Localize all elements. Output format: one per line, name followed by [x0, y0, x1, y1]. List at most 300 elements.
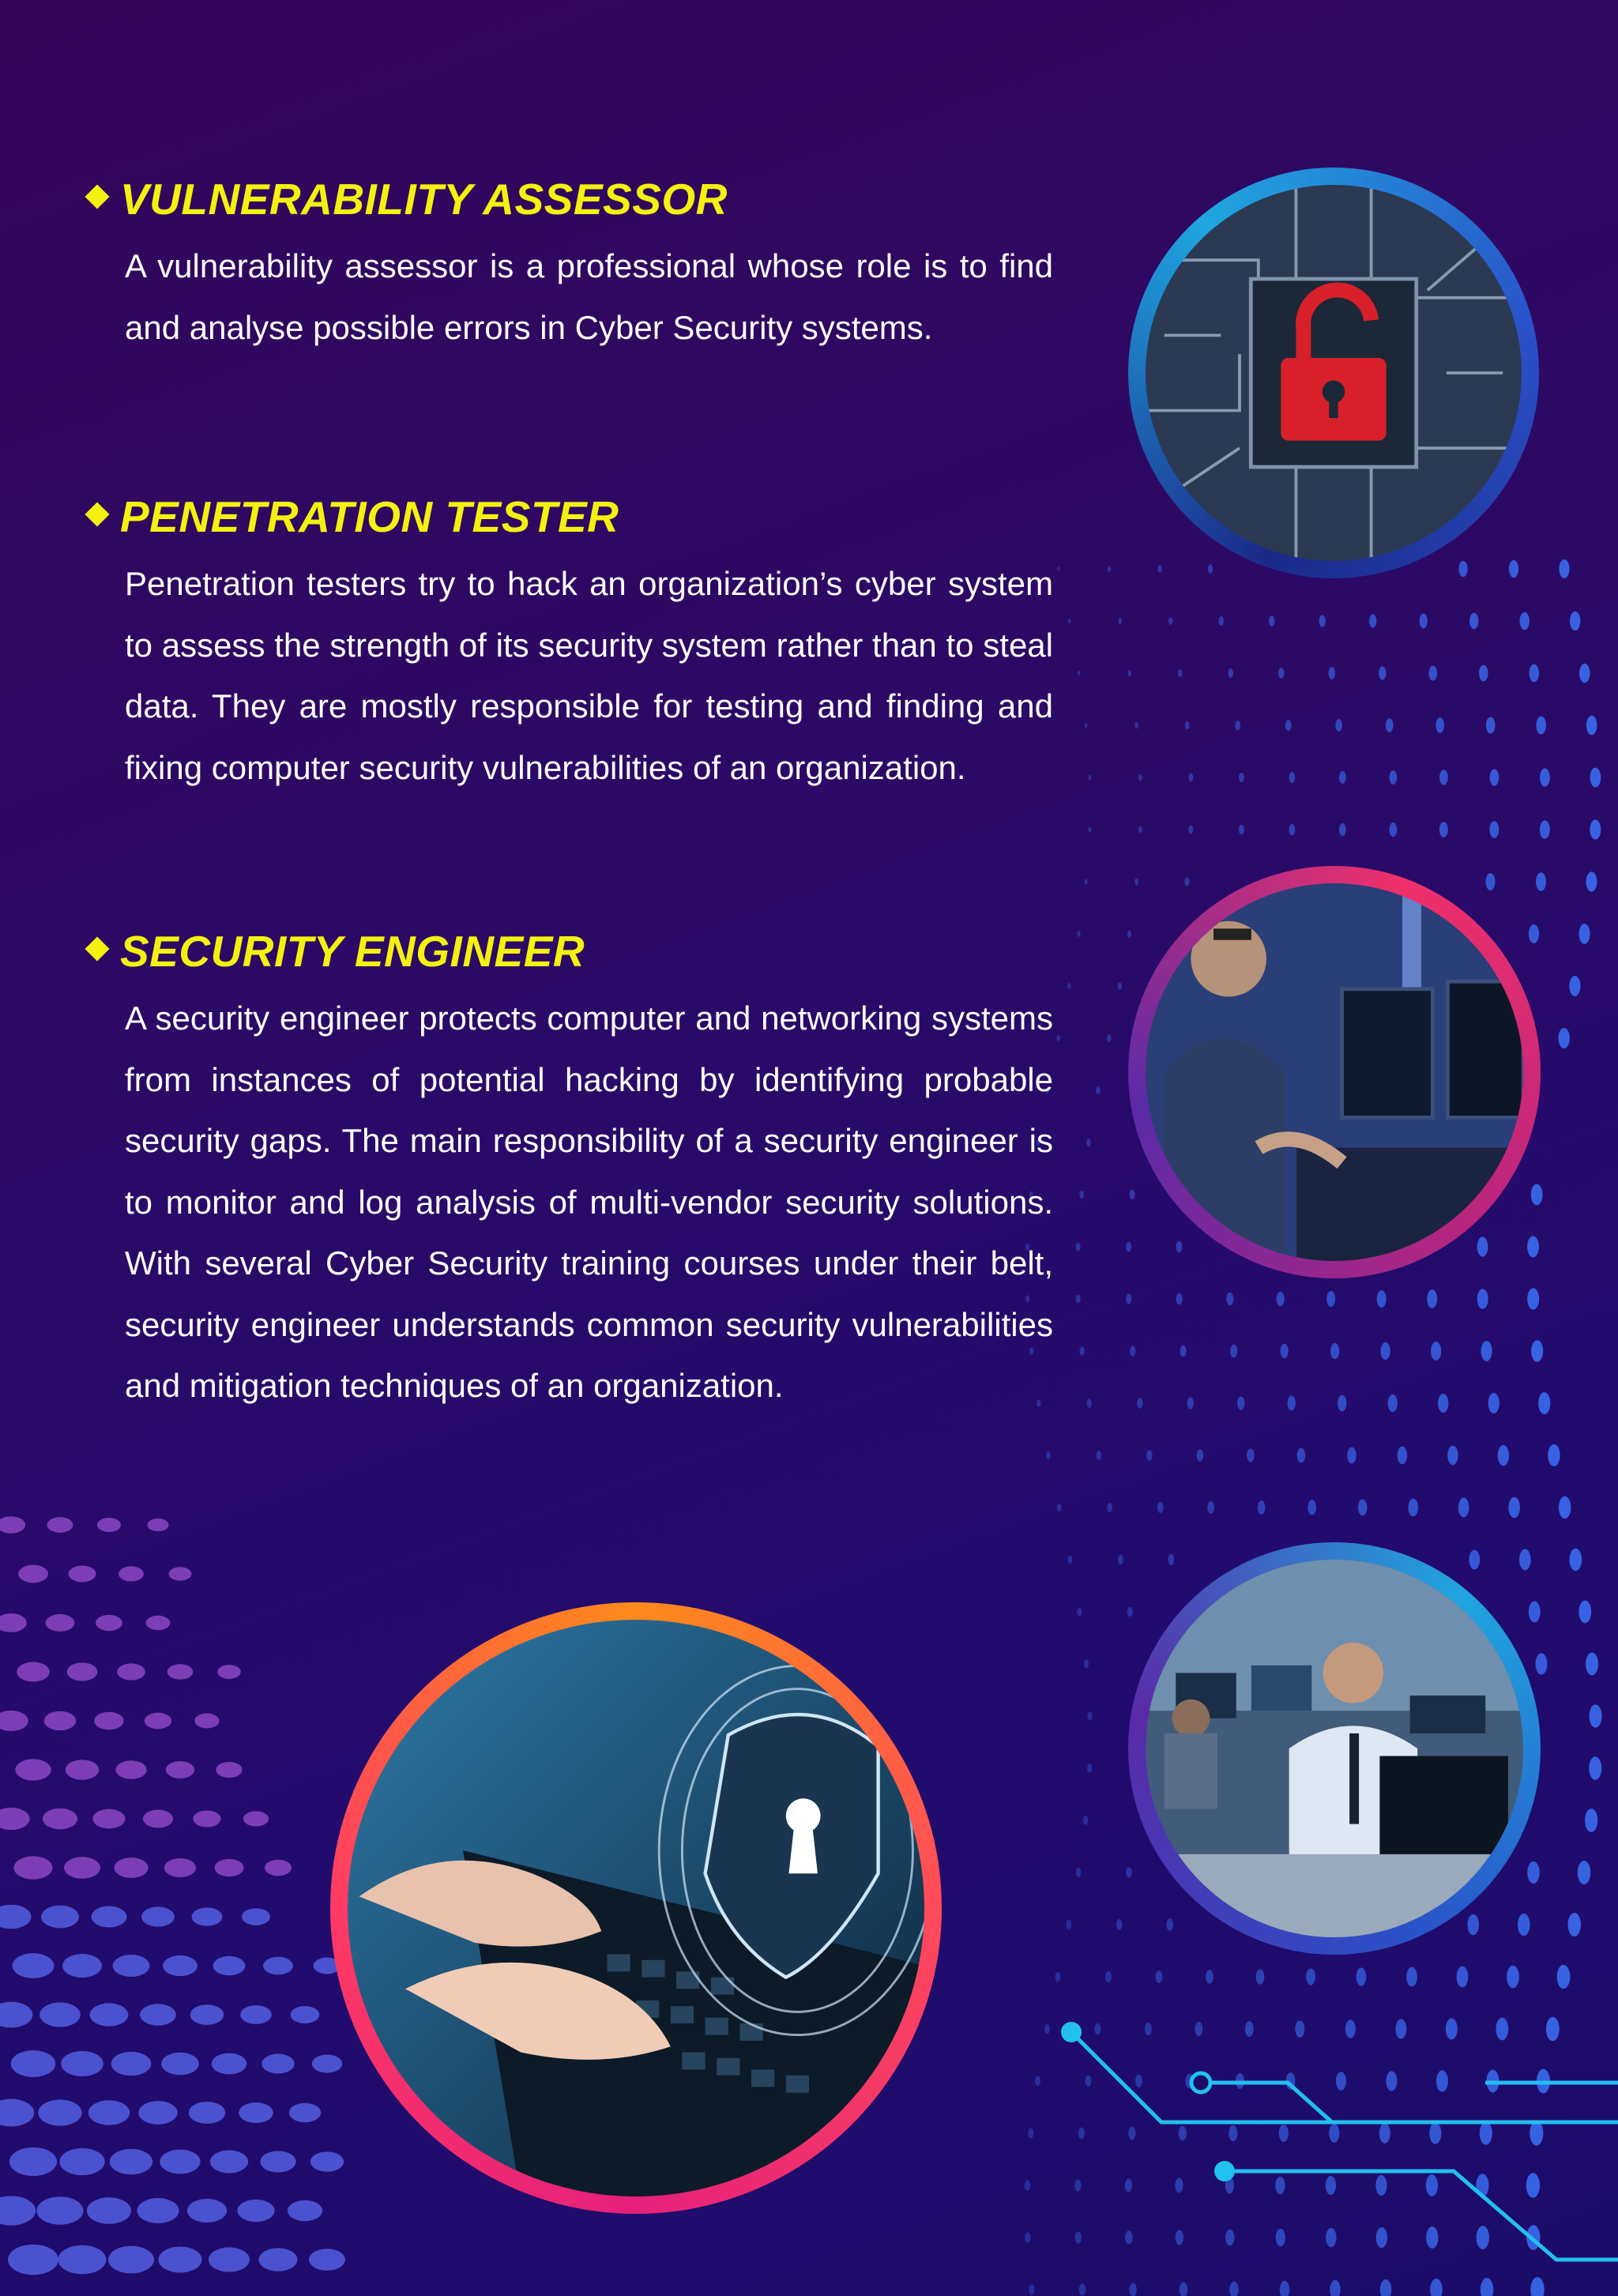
decorative-dot	[240, 2005, 272, 2024]
decorative-dot	[117, 1663, 145, 1680]
computer-monitor-icon	[1146, 883, 1523, 1261]
decorative-dot	[1076, 1868, 1082, 1877]
decorative-dot	[1536, 1653, 1548, 1674]
decorative-dot	[1458, 561, 1467, 577]
decorative-dot	[1084, 879, 1087, 884]
circuit-lines-decoration	[1043, 2007, 1618, 2296]
decorative-dot	[1219, 616, 1224, 626]
decorative-dot	[1488, 1393, 1499, 1413]
decorative-dot	[159, 2247, 202, 2273]
decorative-dot	[1536, 872, 1546, 891]
decorative-dot	[1529, 924, 1539, 943]
decorative-dot	[1057, 566, 1059, 571]
decorative-dot	[237, 2200, 274, 2222]
decorative-dot	[11, 2050, 56, 2077]
decorative-dot	[1389, 822, 1397, 837]
decorative-dot	[217, 1665, 241, 1679]
decorative-dot	[1548, 1444, 1560, 1466]
decorative-dot	[210, 2151, 248, 2174]
decorative-dot	[15, 1759, 51, 1780]
decorative-dot	[1086, 1139, 1091, 1146]
decorative-dot	[1438, 1394, 1448, 1413]
decorative-dot	[46, 1614, 75, 1632]
decorative-dot	[1176, 1241, 1183, 1252]
decorative-dot	[1156, 1970, 1163, 1983]
decorative-dot	[1388, 1395, 1398, 1412]
decorative-dot	[1130, 1190, 1135, 1199]
decorative-dot	[1077, 1608, 1082, 1617]
decorative-dot	[1578, 924, 1590, 944]
decorative-dot	[1486, 873, 1496, 890]
photo-content	[1146, 883, 1523, 1261]
decorative-dot	[1230, 1345, 1237, 1358]
section-body: Penetration testers try to hack an organization’s cyber system to assess the strength of its security system rather than to steal data. They are mostly responsible for testing and finding and fixing computer security vulnerabilities of an organization.	[125, 565, 1053, 786]
heading-text: SECURITY ENGINEER	[120, 927, 585, 976]
analyst-icon	[1146, 1560, 1523, 1937]
decorative-dot	[1477, 1289, 1488, 1308]
decorative-dot	[209, 2247, 250, 2272]
decorative-dot	[1089, 775, 1092, 781]
decorative-dot	[192, 1907, 223, 1925]
decorative-dot	[1025, 2180, 1030, 2190]
decorative-dot	[1398, 1447, 1407, 1465]
decorative-dot	[1527, 1288, 1539, 1309]
decorative-dot	[1035, 2076, 1040, 2087]
decorative-dot	[1589, 1756, 1601, 1779]
decorative-dot	[1469, 1550, 1481, 1570]
decorative-dot	[1107, 1034, 1111, 1042]
decorative-dot	[41, 1906, 79, 1929]
decorative-dot	[114, 1858, 148, 1878]
decorative-dot	[187, 2199, 227, 2223]
decorative-dot	[1529, 1602, 1541, 1623]
decorative-dot	[1178, 669, 1183, 677]
heading-text: PENETRATION TESTER	[120, 492, 619, 541]
decorative-dot	[160, 2150, 200, 2174]
decorative-dot	[1356, 1967, 1367, 1985]
decorative-dot	[1570, 612, 1580, 630]
decorative-dot	[141, 1906, 175, 1926]
decorative-dot	[1084, 1660, 1089, 1669]
decorative-dot	[1028, 2128, 1033, 2138]
decorative-dot	[1185, 721, 1190, 729]
decorative-dot	[1339, 771, 1346, 784]
decorative-dot	[115, 1760, 146, 1779]
decorative-dot	[1107, 1503, 1112, 1512]
decorative-dot	[1377, 1290, 1387, 1308]
decorative-dot	[1269, 615, 1274, 626]
section-penetration-tester	[88, 491, 1052, 798]
decorative-dot	[1076, 1243, 1081, 1252]
decorative-dot	[1138, 826, 1142, 834]
section-body: A vulnerability assessor is a professional whose role is to find and analyse possible errors in Cyber Security systems.	[125, 247, 1053, 346]
decorative-dot	[1116, 1919, 1123, 1930]
decorative-dot	[163, 1955, 198, 1976]
decorative-dot	[1570, 1549, 1582, 1571]
decorative-dot	[1207, 1501, 1214, 1514]
decorative-dot	[1531, 1340, 1543, 1362]
decorative-dot	[1087, 1763, 1092, 1772]
decorative-dot	[0, 2002, 32, 2028]
decorative-dot	[1429, 665, 1437, 680]
decorative-dot	[110, 2149, 152, 2175]
decorative-dot	[43, 1809, 77, 1830]
decorative-dot	[145, 1713, 171, 1730]
decorative-dot	[1330, 1343, 1339, 1359]
decorative-dot	[1226, 1293, 1233, 1305]
decorative-dot	[243, 1811, 269, 1826]
decorative-dot	[1289, 824, 1295, 835]
decorative-dot	[1439, 822, 1448, 837]
decorative-dot	[1585, 1809, 1597, 1832]
decorative-dot	[291, 2006, 320, 2023]
decorative-dot	[0, 2098, 34, 2126]
decorative-dot	[1486, 717, 1496, 733]
decorative-dot	[96, 1615, 122, 1631]
decorative-dot	[1187, 1397, 1194, 1409]
decorative-dot	[97, 1518, 121, 1532]
decorative-dot	[1439, 770, 1448, 785]
decorative-dot	[1055, 1972, 1061, 1982]
decorative-dot	[108, 2246, 154, 2274]
decorative-dot	[1536, 717, 1546, 735]
decorative-dot	[1126, 1294, 1131, 1304]
decorative-dot	[148, 1519, 169, 1531]
decorative-dot	[1540, 820, 1550, 838]
decorative-dot	[1467, 1914, 1479, 1936]
decorative-dot	[1427, 1289, 1437, 1308]
decorative-dot	[190, 2004, 224, 2025]
decorative-dot	[61, 2051, 103, 2076]
section-heading	[88, 926, 1052, 977]
decorative-dot	[1308, 1500, 1316, 1515]
photo-content	[1146, 1560, 1523, 1937]
decorative-dot	[1479, 665, 1488, 682]
decorative-dot	[44, 1711, 76, 1730]
decorative-dot	[310, 2151, 344, 2171]
decorative-dot	[1590, 819, 1601, 839]
decorative-dot	[1509, 560, 1518, 578]
decorative-dot	[213, 1956, 246, 1975]
decorative-dot	[1068, 619, 1071, 623]
decorative-dot	[166, 1761, 194, 1778]
decorative-dot	[1258, 1500, 1266, 1514]
decorative-dot	[1029, 2284, 1035, 2295]
decorative-dot	[1339, 823, 1346, 836]
decorative-dot	[1347, 1447, 1356, 1464]
decorative-dot	[1119, 618, 1122, 624]
decorative-dot	[8, 2245, 58, 2275]
decorative-dot	[119, 1566, 144, 1581]
decorative-dot	[1056, 1035, 1059, 1041]
decorative-dot	[1247, 1448, 1254, 1462]
section-vulnerability-assessor	[88, 174, 1052, 358]
decorative-dot	[13, 1953, 55, 1978]
decorative-dot	[1077, 931, 1080, 937]
decorative-dot	[1557, 1965, 1571, 1989]
decorative-dot	[1108, 566, 1111, 572]
decorative-dot	[0, 2196, 36, 2225]
decorative-dot	[1406, 1967, 1417, 1987]
decorative-dot	[1306, 1968, 1315, 1985]
decorative-dot	[1137, 1398, 1142, 1408]
decorative-dot	[1118, 1555, 1123, 1564]
decorative-dot	[1256, 1969, 1265, 1985]
decorative-dot	[87, 2197, 131, 2224]
decorative-dot	[1578, 1601, 1591, 1624]
decorative-dot	[0, 1711, 28, 1731]
decorative-dot	[47, 1517, 73, 1533]
decorative-dot	[1329, 667, 1336, 679]
decorative-dot	[66, 1760, 99, 1779]
decorative-dot	[1326, 1291, 1335, 1307]
decorative-dot	[1289, 772, 1296, 783]
decorative-dot	[143, 1810, 173, 1828]
decorative-dot	[1457, 1967, 1469, 1988]
decorative-dot	[193, 1810, 220, 1827]
decorative-dot	[1297, 1448, 1305, 1463]
decorative-dot	[212, 2053, 247, 2075]
decorative-dot	[1025, 2232, 1030, 2243]
decorative-dot	[0, 1905, 31, 1929]
decorative-dot	[62, 1954, 102, 1978]
decorative-dot	[1469, 613, 1478, 630]
decorative-dot	[1239, 825, 1244, 835]
decorative-dot	[169, 1567, 192, 1580]
decorative-dot	[1369, 614, 1376, 627]
decorative-dot	[1481, 1341, 1492, 1361]
decorative-dot	[1458, 1498, 1469, 1518]
decorative-dot	[1527, 1861, 1539, 1884]
decorative-dot	[18, 1565, 48, 1583]
decorative-dot	[194, 1714, 219, 1729]
decorative-dot	[1586, 871, 1597, 891]
decorative-dot	[1097, 1451, 1101, 1460]
decorative-dot	[1168, 617, 1172, 625]
keyboard-shield-photo	[330, 1602, 942, 2214]
decorative-dot	[1586, 1653, 1598, 1676]
decorative-dot	[1508, 1497, 1520, 1518]
decorative-dot	[92, 1906, 127, 1928]
decorative-dot	[1507, 1966, 1519, 1989]
decorative-dot	[1237, 1397, 1244, 1410]
decorative-dot	[58, 2245, 107, 2275]
decorative-dot	[1134, 878, 1138, 885]
decorative-dot	[1118, 982, 1122, 990]
decorative-dot	[1420, 614, 1428, 629]
decorative-dot	[146, 1616, 171, 1630]
decorative-dot	[38, 2099, 81, 2125]
decorative-dot	[36, 2196, 83, 2224]
decorative-dot	[263, 1957, 293, 1975]
decorative-dot	[0, 1613, 27, 1632]
decorative-dot	[1335, 719, 1342, 732]
decorative-dot	[1381, 1342, 1390, 1360]
decorative-dot	[1319, 615, 1326, 627]
decorative-dot	[1559, 559, 1569, 578]
section-body: A security engineer protects computer and networking systems from instances of potential hacking by identifying probable security gaps. The main responsibility of a security engineer is to monitor and log analysis of multi-vendor security solutions. With several Cyber Security training courses under their belt, security engineer understands common security vulnerabilities and mitigation techniques of an organization.	[125, 999, 1053, 1404]
decorative-dot	[265, 1860, 292, 1876]
decorative-dot	[1127, 670, 1131, 676]
decorative-dot	[1197, 1449, 1203, 1461]
decorative-dot	[1239, 773, 1244, 782]
decorative-dot	[1126, 1867, 1132, 1878]
decorative-dot	[1578, 1861, 1590, 1884]
decorative-dot	[242, 1908, 270, 1925]
decorative-dot	[262, 2054, 295, 2074]
decorative-dot	[1138, 774, 1142, 781]
decorative-dot	[1083, 1816, 1088, 1825]
decorative-dot	[1085, 723, 1088, 728]
decorative-dot	[1180, 1346, 1187, 1357]
diamond-bullet-icon	[85, 184, 109, 209]
decorative-dot	[214, 1859, 243, 1876]
decorative-dot	[1046, 1451, 1051, 1459]
decorative-dot	[1277, 1292, 1285, 1306]
decorative-dot	[1569, 976, 1580, 996]
decorative-dot	[239, 2102, 273, 2123]
decorative-dot	[1431, 1342, 1441, 1361]
decorative-dot	[1185, 877, 1190, 886]
decorative-dot	[259, 2248, 298, 2271]
decorative-dot	[216, 1762, 242, 1778]
padlock-icon	[1146, 185, 1522, 561]
decorative-dot	[1538, 1392, 1550, 1414]
decorative-dot	[1390, 770, 1398, 785]
decorative-dot	[1519, 1549, 1531, 1571]
decorative-dot	[1447, 1446, 1458, 1465]
decorative-dot	[1087, 1711, 1092, 1720]
decorative-dot	[1096, 1086, 1101, 1094]
decorative-dot	[161, 2053, 199, 2076]
decorative-dot	[1527, 1236, 1539, 1257]
decorative-dot	[90, 2003, 129, 2026]
engineer-monitors-photo	[1128, 866, 1541, 1278]
decorative-dot	[1586, 716, 1597, 736]
decorative-dot	[1567, 1913, 1581, 1937]
decorative-dot	[1067, 983, 1071, 989]
decorative-dot	[312, 2054, 343, 2072]
section-heading	[88, 174, 1052, 224]
decorative-dot	[1531, 1184, 1543, 1206]
decorative-dot	[1559, 1496, 1571, 1519]
decorative-dot	[1489, 821, 1499, 838]
decorative-dot	[1498, 1445, 1509, 1466]
decorative-dot	[1157, 1502, 1164, 1513]
decorative-dot	[1558, 1028, 1569, 1048]
photo-content	[1146, 185, 1522, 561]
decorative-dot	[1235, 721, 1240, 730]
diamond-bullet-icon	[85, 936, 109, 961]
decorative-dot	[94, 1712, 123, 1730]
decorative-dot	[1281, 1344, 1289, 1359]
decorative-dot	[1358, 1499, 1368, 1515]
red-padlock-circuit-photo	[1128, 167, 1539, 578]
decorative-dot	[1530, 664, 1539, 683]
decorative-dot	[1080, 1346, 1085, 1355]
decorative-dot	[137, 2198, 179, 2223]
decorative-dot	[1540, 768, 1550, 786]
decorative-dot	[1229, 668, 1234, 678]
decorative-dot	[13, 1856, 52, 1879]
decorative-dot	[1078, 671, 1081, 676]
decorative-dot	[1278, 668, 1285, 679]
decorative-dot	[1590, 1704, 1602, 1727]
decorative-dot	[1518, 1914, 1530, 1936]
decorative-dot	[1088, 826, 1091, 832]
decorative-dot	[1188, 826, 1193, 834]
decorative-dot	[1590, 768, 1601, 788]
decorative-dot	[1126, 1242, 1131, 1252]
decorative-dot	[1189, 773, 1194, 782]
decorative-dot	[1067, 1556, 1072, 1564]
decorative-dot	[64, 1857, 100, 1879]
decorative-dot	[138, 2101, 177, 2125]
decorative-dot	[1386, 718, 1394, 732]
decorative-dot	[289, 2103, 321, 2122]
decorative-dot	[92, 1809, 125, 1829]
decorative-dot	[1490, 769, 1499, 785]
decorative-dot	[1579, 664, 1590, 683]
shield-keyhole-icon	[348, 1620, 924, 2196]
decorative-dot	[9, 2147, 57, 2176]
decorative-dot	[1436, 717, 1444, 732]
decorative-dot	[0, 1516, 25, 1534]
heading-text: VULNERABILITY ASSESSOR	[120, 175, 728, 224]
decorative-dot	[1176, 1293, 1183, 1305]
decorative-dot	[1076, 1294, 1081, 1303]
decorative-dot	[309, 2249, 345, 2271]
decorative-dot	[1206, 1970, 1214, 1984]
decorative-dot	[1379, 666, 1386, 679]
section-heading	[88, 491, 1052, 542]
decorative-dot	[1166, 1918, 1173, 1931]
decorative-dot	[1127, 930, 1131, 937]
decorative-dot	[1168, 1554, 1174, 1565]
decorative-dot	[67, 1662, 98, 1681]
decorative-dot	[59, 2148, 104, 2175]
decorative-dot	[140, 2004, 176, 2025]
decorative-dot	[1477, 1236, 1488, 1256]
decorative-dot	[189, 2102, 225, 2124]
decorative-dot	[1079, 1191, 1084, 1199]
decorative-dot	[40, 2003, 81, 2027]
decorative-dot	[164, 1858, 196, 1877]
decorative-dot	[260, 2151, 295, 2172]
decorative-dot	[1208, 564, 1213, 573]
decorative-dot	[111, 2052, 152, 2076]
decorative-dot	[1130, 1346, 1135, 1356]
decorative-dot	[1087, 1398, 1092, 1408]
decorative-dot	[88, 2100, 130, 2125]
decorative-dot	[17, 1662, 50, 1682]
decorative-dot	[1127, 1607, 1133, 1617]
decorative-dot	[167, 1664, 194, 1680]
decorative-dot	[1146, 1450, 1152, 1461]
decorative-dot	[1134, 722, 1138, 729]
control-room-analyst-photo	[1128, 1542, 1541, 1955]
decorative-dot	[1520, 612, 1530, 630]
decorative-dot	[69, 1566, 96, 1583]
decorative-dot	[113, 1955, 150, 1977]
decorative-dot	[1105, 1971, 1112, 1982]
section-security-engineer	[88, 926, 1052, 1417]
diamond-bullet-icon	[85, 502, 109, 526]
decorative-dot	[1288, 1396, 1296, 1411]
decorative-dot	[288, 2200, 322, 2221]
decorative-dot	[1285, 720, 1292, 731]
decorative-dot	[1066, 1920, 1071, 1929]
